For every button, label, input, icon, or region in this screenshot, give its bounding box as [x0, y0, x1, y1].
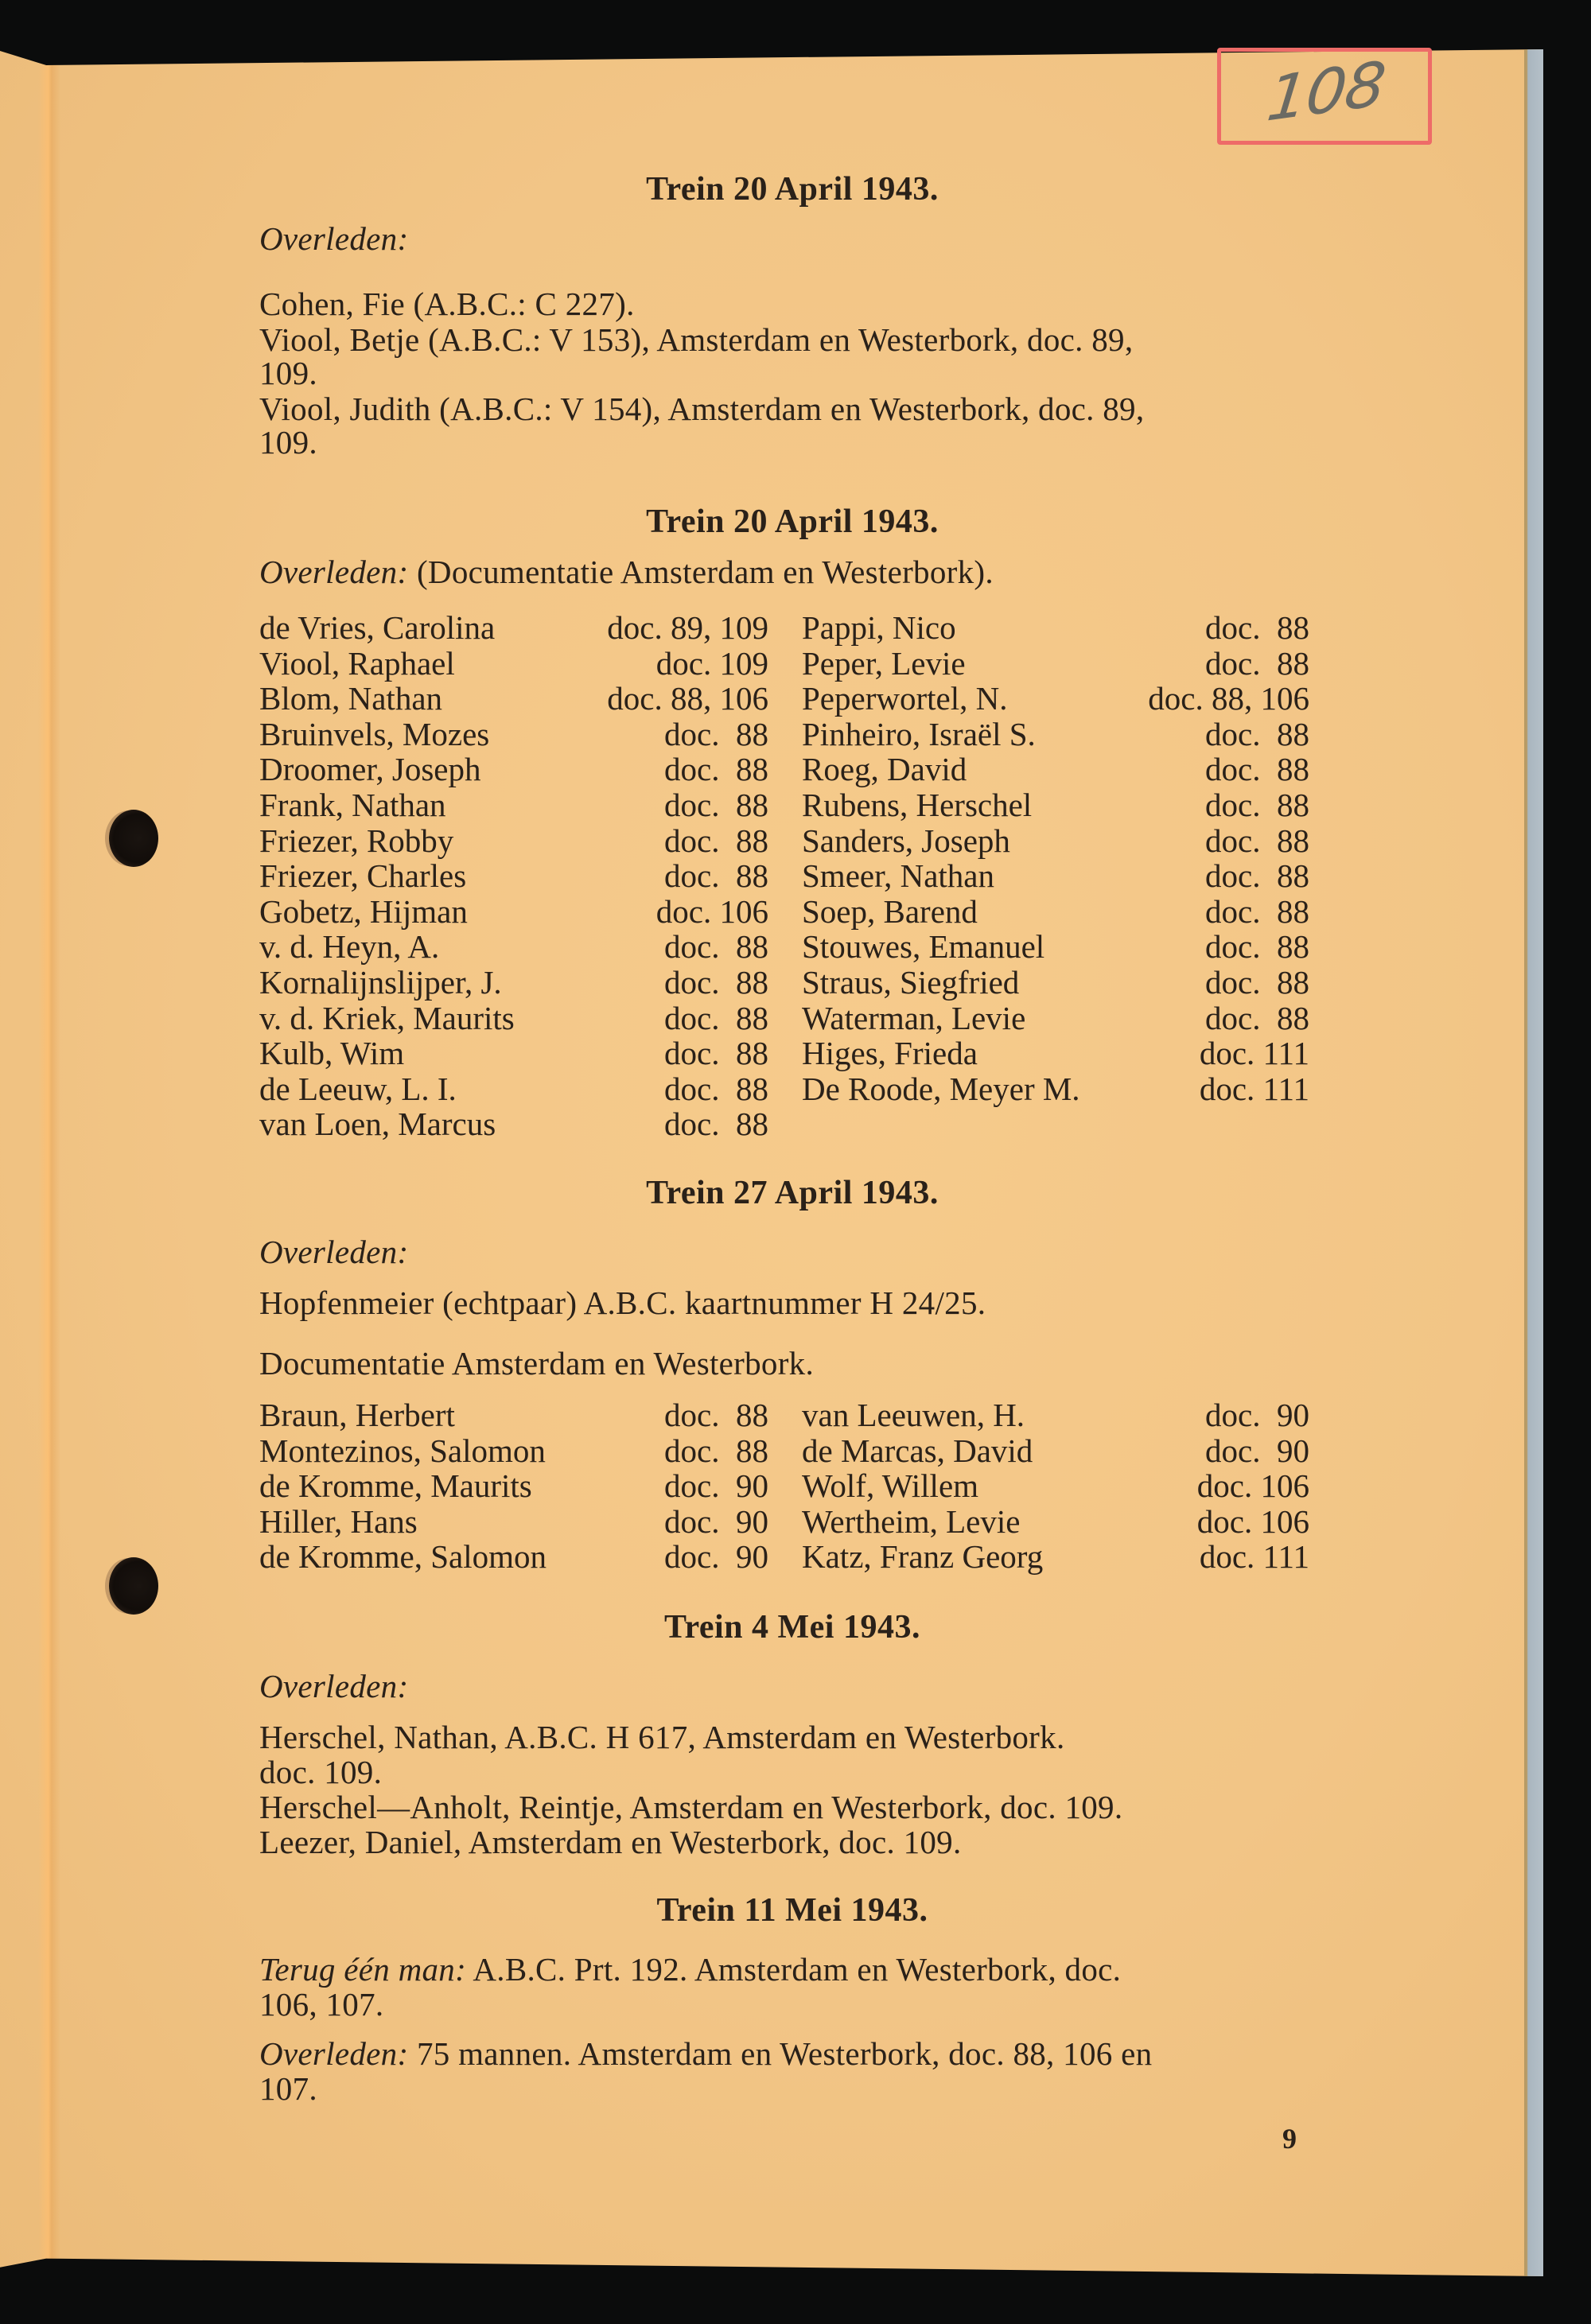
- document-reference: doc. 106: [655, 892, 768, 930]
- punch-hole-icon: [109, 1557, 158, 1615]
- binding-fold: [38, 49, 60, 2276]
- list-item: [802, 963, 1319, 999]
- list-item: [259, 1467, 768, 1505]
- list-item: [259, 1432, 768, 1467]
- document-reference: doc. 88: [1205, 857, 1309, 895]
- document-reference: doc. 109: [655, 644, 768, 682]
- person-name: Sanders, Joseph: [802, 822, 1010, 859]
- section-label-rest: (Documentatie Amsterdam en Westerbork).: [416, 554, 994, 590]
- person-name: Soep, Barend: [802, 892, 978, 930]
- document-reference: doc. 88: [1205, 715, 1309, 752]
- person-name: Katz, Franz Georg: [802, 1538, 1044, 1576]
- list-item: [802, 892, 1319, 928]
- document-reference: doc. 88: [664, 1035, 768, 1072]
- document-reference: doc. 88: [664, 786, 768, 823]
- document-reference: doc. 88: [664, 751, 768, 788]
- return-label: Terug één man:: [259, 1951, 467, 1988]
- document-reference: doc. 88: [1205, 822, 1309, 859]
- document-reference: doc. 111: [1199, 1070, 1309, 1107]
- person-name: van Leeuwen, H.: [802, 1397, 1025, 1433]
- person-name: Straus, Siegfried: [802, 963, 1020, 1001]
- list-item: [259, 857, 768, 895]
- list-item: [802, 679, 1319, 715]
- document-reference: doc. 88: [664, 963, 768, 1001]
- document-reference: doc. 88: [664, 715, 768, 752]
- entry-line: Leezer, Daniel, Amsterdam en Westerbork, doc. 109.: [259, 1824, 962, 1860]
- document-reference: doc. 88: [664, 822, 768, 859]
- document-reference: doc. 90: [664, 1538, 768, 1576]
- list-item: [802, 1070, 1319, 1106]
- document-reference: doc. 88: [664, 1070, 768, 1107]
- document-reference: doc. 88: [1205, 999, 1309, 1036]
- list-item: [259, 608, 768, 644]
- person-name: v. d. Kriek, Maurits: [259, 999, 515, 1036]
- section-label: Overleden:: [259, 554, 409, 590]
- document-reference: doc. 106: [1196, 1467, 1309, 1505]
- document-reference: doc. 106: [1196, 1502, 1309, 1540]
- person-name: Peper, Levie: [802, 644, 966, 682]
- list-item: [259, 679, 768, 715]
- list-item: [259, 927, 768, 966]
- person-name: Friezer, Robby: [259, 822, 454, 859]
- document-reference: doc. 90: [1205, 1397, 1309, 1433]
- document-reference: doc. 88: [664, 1106, 768, 1143]
- person-name: Peperwortel, N.: [802, 680, 1008, 717]
- document-reference: doc. 90: [1205, 1432, 1309, 1469]
- name-list-left: [259, 608, 768, 1141]
- document-reference: doc. 88: [664, 1397, 768, 1433]
- list-item: [259, 786, 768, 822]
- person-name: de Leeuw, L. I.: [259, 1070, 457, 1107]
- person-name: Pappi, Nico: [802, 609, 956, 646]
- list-item: [802, 927, 1319, 966]
- archive-stamp: [1217, 48, 1432, 145]
- list-item: [802, 822, 1319, 857]
- list-item: [802, 1396, 1319, 1432]
- list-item: [802, 608, 1319, 644]
- section-label: Overleden:: [259, 1668, 409, 1704]
- list-item: [259, 750, 768, 786]
- document-reference: doc. 88: [1205, 609, 1309, 646]
- deceased-text-cont: 107.: [259, 2070, 317, 2107]
- person-name: Frank, Nathan: [259, 786, 446, 823]
- entry-line: doc. 109.: [259, 1754, 383, 1790]
- list-item: [259, 715, 768, 751]
- entry-line: Viool, Betje (A.B.C.: V 153), Amsterdam en Westerbork, doc. 89,: [259, 321, 1134, 358]
- document-reference: doc. 88: [1205, 786, 1309, 823]
- page-number: 9: [1282, 2123, 1297, 2155]
- person-name: Bruinvels, Mozes: [259, 715, 490, 752]
- person-name: Braun, Herbert: [259, 1397, 455, 1433]
- document-reference: doc. 111: [1199, 1538, 1309, 1576]
- deceased-line: [259, 2034, 1152, 2073]
- document-reference: doc. 88: [664, 999, 768, 1036]
- list-item: [802, 644, 1319, 680]
- person-name: Droomer, Joseph: [259, 751, 481, 788]
- document-page: [0, 49, 1543, 2276]
- person-name: Stouwes, Emanuel: [802, 928, 1045, 966]
- entry-line: Hopfenmeier (echtpaar) A.B.C. kaartnummer H 24/25.: [259, 1284, 986, 1321]
- punch-hole-icon: [109, 810, 158, 867]
- person-name: van Loen, Marcus: [259, 1106, 496, 1143]
- document-reference: doc. 88, 106: [1148, 680, 1309, 717]
- document-reference: doc. 88, 106: [607, 680, 768, 717]
- person-name: de Kromme, Salomon: [259, 1538, 547, 1576]
- document-reference: doc. 90: [664, 1467, 768, 1505]
- name-list-right: [802, 1396, 1319, 1576]
- document-reference: doc. 88: [1205, 963, 1309, 1001]
- deceased-text: 75 mannen. Amsterdam en Westerbork, doc. 88, 106 en: [416, 2035, 1153, 2072]
- stamp-number: 108: [1263, 49, 1388, 136]
- section-label-line: [259, 553, 994, 591]
- entry-line: Viool, Judith (A.B.C.: V 154), Amsterdam en Westerbork, doc. 89,: [259, 391, 1145, 427]
- list-item: [802, 1537, 1319, 1576]
- list-item: [259, 1396, 768, 1432]
- person-name: Kulb, Wim: [259, 1035, 405, 1072]
- list-item: [802, 1432, 1319, 1467]
- list-item: [802, 750, 1319, 786]
- person-name: Viool, Raphael: [259, 644, 455, 682]
- person-name: de Vries, Carolina: [259, 609, 496, 646]
- list-item: [259, 999, 768, 1035]
- document-reference: doc. 88: [1205, 751, 1309, 788]
- person-name: Smeer, Nathan: [802, 857, 994, 895]
- section-heading: Trein 4 Mei 1943.: [664, 1609, 920, 1646]
- document-reference: doc. 88: [664, 1432, 768, 1469]
- list-item: [259, 822, 768, 857]
- person-name: Gobetz, Hijman: [259, 892, 468, 930]
- person-name: Rubens, Herschel: [802, 786, 1033, 823]
- list-item: [802, 1502, 1319, 1538]
- document-reference: doc. 90: [664, 1502, 768, 1540]
- person-name: Wolf, Willem: [802, 1467, 979, 1505]
- list-item: [802, 1467, 1319, 1505]
- list-item: [802, 999, 1319, 1035]
- person-name: De Roode, Meyer M.: [802, 1070, 1080, 1107]
- section-heading: Trein 20 April 1943.: [646, 503, 939, 540]
- list-item: [259, 1034, 768, 1070]
- section-heading: Trein 27 April 1943.: [646, 1175, 939, 1211]
- section-label: Overleden:: [259, 220, 409, 257]
- list-item: [259, 892, 768, 928]
- section-subheading: Documentatie Amsterdam en Westerbork.: [259, 1345, 815, 1382]
- person-name: v. d. Heyn, A.: [259, 928, 440, 966]
- entry-line: Cohen, Fie (A.B.C.: C 227).: [259, 286, 635, 322]
- list-item: [802, 715, 1319, 751]
- name-list-right: [802, 608, 1319, 1105]
- return-line: [259, 1950, 1121, 1988]
- document-reference: doc. 88: [1205, 928, 1309, 966]
- entry-line: Herschel—Anholt, Reintje, Amsterdam en Westerbork, doc. 109.: [259, 1789, 1123, 1825]
- document-reference: doc. 88: [664, 857, 768, 895]
- person-name: Pinheiro, Israël S.: [802, 715, 1036, 752]
- entry-line: Herschel, Nathan, A.B.C. H 617, Amsterdam en Westerbork.: [259, 1719, 1065, 1755]
- person-name: de Kromme, Maurits: [259, 1467, 532, 1505]
- entry-line: 109.: [259, 355, 317, 391]
- list-item: [259, 1502, 768, 1538]
- list-item: [802, 857, 1319, 895]
- list-item: [259, 1537, 768, 1576]
- person-name: Hiller, Hans: [259, 1502, 418, 1540]
- return-text-cont: 106, 107.: [259, 1986, 384, 2023]
- person-name: de Marcas, David: [802, 1432, 1033, 1469]
- person-name: Montezinos, Salomon: [259, 1432, 546, 1469]
- person-name: Friezer, Charles: [259, 857, 467, 895]
- list-item: [259, 1105, 768, 1141]
- person-name: Wertheim, Levie: [802, 1502, 1021, 1540]
- document-reference: doc. 89, 109: [607, 609, 768, 646]
- entry-line: 109.: [259, 424, 317, 461]
- list-item: [259, 644, 768, 680]
- list-item: [259, 1070, 768, 1106]
- document-reference: doc. 88: [1205, 644, 1309, 682]
- list-item: [802, 786, 1319, 822]
- list-item: [802, 1034, 1319, 1070]
- document-reference: doc. 111: [1199, 1035, 1309, 1072]
- person-name: Higes, Frieda: [802, 1035, 978, 1072]
- return-text: A.B.C. Prt. 192. Amsterdam en Westerbork, doc.: [473, 1951, 1122, 1988]
- document-reference: doc. 88: [1205, 892, 1309, 930]
- section-heading: Trein 11 Mei 1943.: [656, 1892, 928, 1929]
- person-name: Blom, Nathan: [259, 680, 443, 717]
- section-label: Overleden:: [259, 2035, 409, 2072]
- person-name: Roeg, David: [802, 751, 967, 788]
- list-item: [259, 963, 768, 999]
- document-reference: doc. 88: [664, 928, 768, 966]
- person-name: Kornalijnslijper, J.: [259, 963, 502, 1001]
- page-edge: [1524, 49, 1543, 2276]
- section-heading: Trein 20 April 1943.: [646, 171, 939, 208]
- name-list-left: [259, 1396, 768, 1576]
- section-label: Overleden:: [259, 1234, 409, 1270]
- person-name: Waterman, Levie: [802, 999, 1026, 1036]
